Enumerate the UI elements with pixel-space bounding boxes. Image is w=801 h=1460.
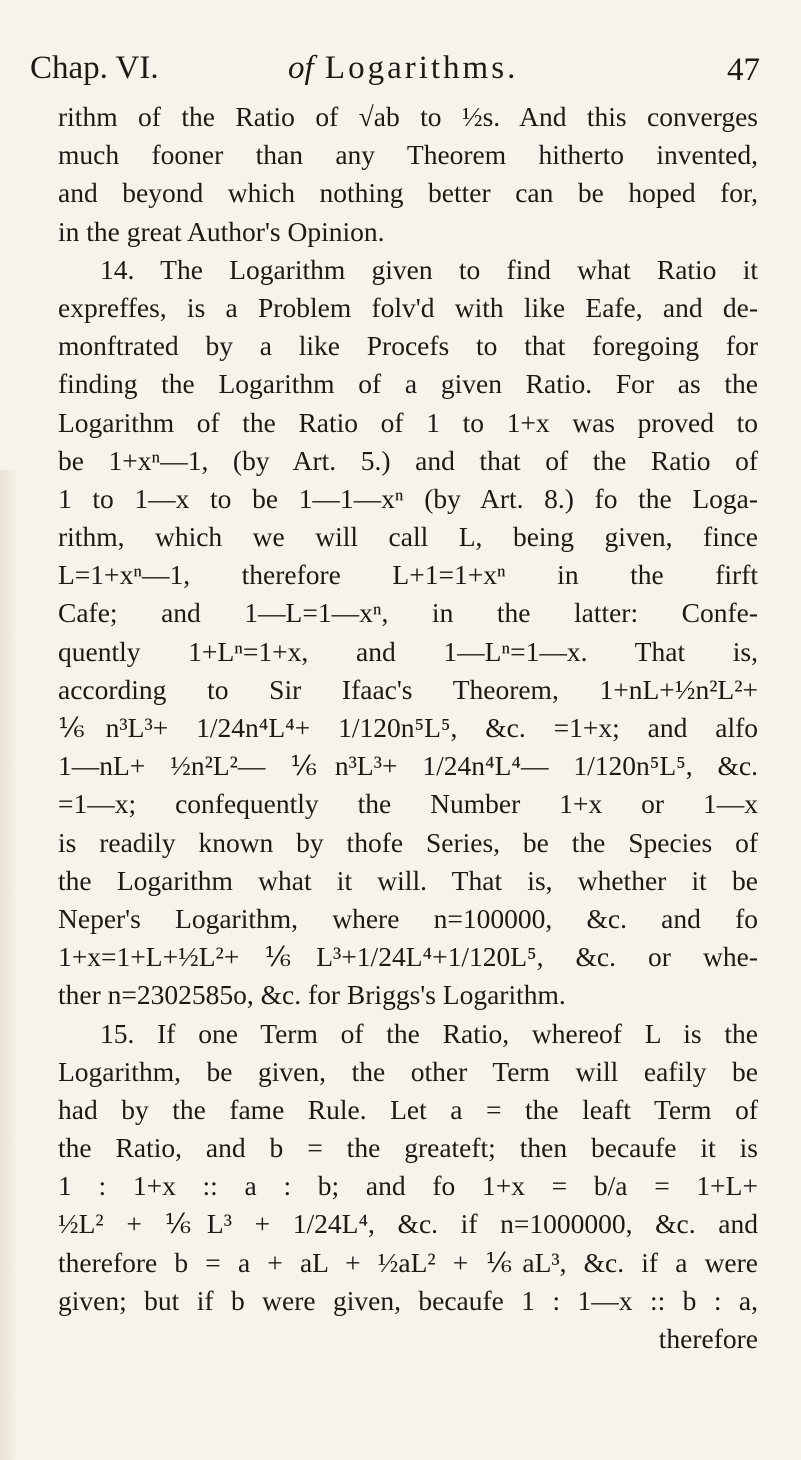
text-line: is readily known by thofe Series, be the Species of bbox=[58, 826, 758, 858]
text-line: 14. The Logarithm given to find what Ratio it bbox=[100, 253, 758, 285]
text-line: ½L² + ⅙L³ + 1/24L⁴, &c. if n=1000000, &c. and bbox=[58, 1208, 758, 1240]
text-line: rithm of the Ratio of √ab to ½s. And this converges bbox=[58, 101, 758, 132]
running-header bbox=[30, 50, 760, 100]
text-line: Cafe; and 1—L=1—xⁿ, in the latter: Confe- bbox=[58, 597, 758, 629]
text-line: be 1+xⁿ—1, (by Art. 5.) and that of the Ratio of bbox=[58, 444, 758, 476]
text-line: therefore b = a + aL + ½aL² + ⅙aL³, &c. if a were bbox=[58, 1246, 758, 1278]
page-gutter-shadow bbox=[0, 470, 18, 1460]
running-title bbox=[288, 50, 518, 87]
text-line: Neper's Logarithm, where n=100000, &c. and fo bbox=[58, 902, 758, 934]
text-line: rithm, which we will call L, being given, fince bbox=[58, 521, 758, 553]
title-text: Logarithms. bbox=[324, 50, 519, 86]
text-line: Logarithm of the Ratio of 1 to 1+x was proved to bbox=[58, 406, 758, 438]
text-line: 15. If one Term of the Ratio, whereof L is the bbox=[100, 1017, 758, 1049]
text-line: the Ratio, and b = the greateft; then becaufe it is bbox=[58, 1132, 758, 1164]
text-line: 1—nL+ ½n²L²— ⅙n³L³+ 1/24n⁴L⁴— 1/120n⁵L⁵, &c. bbox=[58, 750, 758, 782]
text-line: 1 : 1+x :: a : b; and fo 1+x = b/a = 1+L+ bbox=[58, 1170, 758, 1202]
chapter-label: Chap. VI. bbox=[30, 50, 159, 86]
text-line: quently 1+Lⁿ=1+x, and 1—Lⁿ=1—x. That is, bbox=[58, 635, 758, 667]
text-line: expreffes, is a Problem folv'd with like Eafe, and de- bbox=[58, 291, 758, 323]
text-line: the Logarithm what it will. That is, whether it be bbox=[58, 864, 758, 896]
text-line: Logarithm, be given, the other Term will eafily be bbox=[58, 1055, 758, 1087]
text-line: finding the Logarithm of a given Ratio. For as the bbox=[58, 368, 758, 400]
text-line: L=1+xⁿ—1, therefore L+1=1+xⁿ in the firft bbox=[58, 559, 758, 591]
catchword: therefore bbox=[658, 1323, 758, 1354]
text-line: given; but if b were given, becaufe 1 : 1—x :: b : a, bbox=[58, 1284, 758, 1316]
text-line: 1+x=1+L+½L²+⅙L³+1/24L⁴+1/120L⁵, &c. or whe- bbox=[58, 941, 758, 973]
text-line: 1 to 1—x to be 1—1—xⁿ (by Art. 8.) fo the Loga- bbox=[58, 482, 758, 514]
title-prefix: of bbox=[288, 50, 314, 86]
body-text bbox=[58, 98, 758, 1358]
text-line: had by the fame Rule. Let a = the leaft Term of bbox=[58, 1093, 758, 1125]
page-number: 47 bbox=[727, 52, 760, 88]
text-line: ⅙n³L³+ 1/24n⁴L⁴+ 1/120n⁵L⁵, &c. =1+x; and alfo bbox=[58, 712, 758, 743]
text-line: much fooner than any Theorem hitherto invented, bbox=[58, 139, 758, 171]
text-line: ther n=2302585o, &c. for Briggs's Logarithm. bbox=[58, 979, 566, 1011]
text-line: according to Sir Ifaac's Theorem, 1+nL+½n²L²+ bbox=[58, 673, 758, 705]
text-line: and beyond which nothing better can be hoped for, bbox=[58, 177, 758, 209]
text-line: monftrated by a like Procefs to that foregoing for bbox=[58, 330, 758, 362]
text-line: in the great Author's Opinion. bbox=[58, 215, 385, 247]
text-line: =1—x; confequently the Number 1+x or 1—x bbox=[58, 788, 758, 820]
